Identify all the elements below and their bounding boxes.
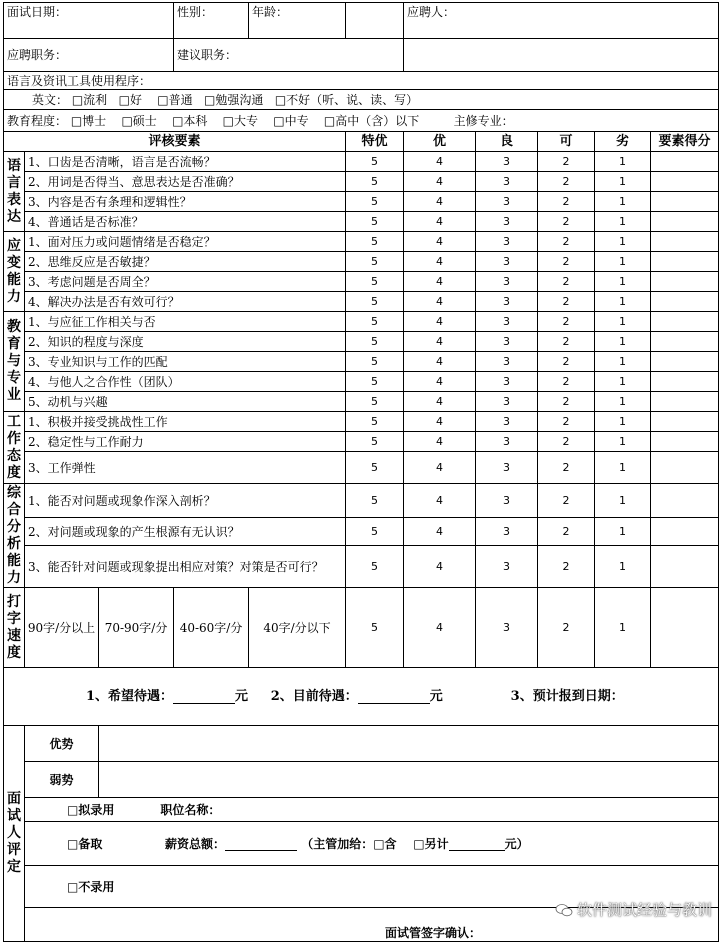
signature-label: 面试管签字确认： (385, 926, 482, 940)
score-3[interactable]: 3 (476, 232, 538, 252)
category-work-attitude: 工 作 态 度 (4, 412, 25, 484)
score-1[interactable]: 1 (595, 352, 651, 372)
score-4[interactable]: 4 (404, 484, 476, 518)
criterion-item: 3、工作弹性 (25, 452, 346, 484)
score-4[interactable]: 4 (404, 312, 476, 332)
score-1[interactable]: 1 (595, 432, 651, 452)
education-option-phd[interactable]: □博士 (70, 113, 107, 128)
score-2[interactable]: 2 (538, 588, 595, 668)
score-1[interactable]: 1 (595, 332, 651, 352)
score-1[interactable]: 1 (595, 392, 651, 412)
position-label: 应聘职务： (7, 48, 68, 62)
english-option-poor[interactable]: □不好（听、说、读、写） (274, 92, 419, 107)
score-5[interactable]: 5 (346, 518, 404, 546)
excellent-header: 优 (404, 132, 476, 152)
education-label: 教育程度： (7, 113, 68, 128)
criterion-item: 4、解决办法是否有效可行？ (25, 292, 346, 312)
score-5[interactable]: 5 (346, 212, 404, 232)
position-cell[interactable] (4, 39, 174, 72)
score-4[interactable]: 4 (404, 232, 476, 252)
score-5[interactable]: 5 (346, 232, 404, 252)
score-1[interactable]: 1 (595, 292, 651, 312)
score-5[interactable]: 5 (346, 412, 404, 432)
score-3[interactable]: 3 (476, 392, 538, 412)
score-5[interactable]: 5 (346, 332, 404, 352)
score-2[interactable]: 2 (538, 518, 595, 546)
hope-salary-unit: 元 (235, 688, 249, 704)
item-score-cell[interactable] (651, 332, 719, 352)
standby-row (25, 822, 719, 866)
score-5[interactable]: 5 (346, 292, 404, 312)
criterion-item: 1、能否对问题或现象作深入剖析？ (25, 484, 346, 518)
watermark-text: 软件测试经验与教训 (576, 901, 712, 919)
score-2[interactable]: 2 (538, 252, 595, 272)
item-score-cell[interactable] (651, 412, 719, 432)
criterion-item: 1、口齿是否清晰，语言是否流畅？ (25, 152, 346, 172)
salary-total-input[interactable] (225, 850, 297, 851)
score-3[interactable]: 3 (476, 212, 538, 232)
score-5[interactable]: 5 (346, 392, 404, 412)
score-4[interactable]: 4 (404, 588, 476, 668)
gender-cell[interactable] (174, 3, 249, 39)
score-4[interactable]: 4 (404, 432, 476, 452)
criterion-item: 4、与他人之合作性（团队） (25, 372, 346, 392)
criterion-item: 3、内容是否有条理和逻辑性？ (25, 192, 346, 212)
score-5[interactable]: 5 (346, 432, 404, 452)
score-4[interactable]: 4 (404, 518, 476, 546)
score-4[interactable]: 4 (404, 392, 476, 412)
score-1[interactable]: 1 (595, 588, 651, 668)
interview-date-cell[interactable] (4, 3, 174, 39)
score-1[interactable]: 1 (595, 546, 651, 588)
score-2[interactable]: 2 (538, 412, 595, 432)
score-1[interactable]: 1 (595, 172, 651, 192)
suggested-position-cell[interactable] (174, 39, 404, 72)
score-5[interactable]: 5 (346, 484, 404, 518)
score-4[interactable]: 4 (404, 352, 476, 372)
score-3[interactable]: 3 (476, 312, 538, 332)
score-3[interactable]: 3 (476, 412, 538, 432)
applicant-cell[interactable] (404, 3, 719, 39)
score-1[interactable]: 1 (595, 518, 651, 546)
criterion-item: 1、面对压力或问题情绪是否稳定？ (25, 232, 346, 252)
education-row (4, 110, 719, 132)
score-5[interactable]: 5 (346, 272, 404, 292)
score-5[interactable]: 5 (346, 172, 404, 192)
suggested-position-label: 建议职务： (177, 48, 238, 62)
score-header: 要素得分 (651, 132, 719, 152)
other-unit: 元） (504, 836, 529, 851)
english-label: 英文： (32, 92, 69, 107)
poor-header: 劣 (595, 132, 651, 152)
fair-header: 可 (538, 132, 595, 152)
item-score-cell[interactable] (651, 192, 719, 212)
excellent-plus-header: 特优 (346, 132, 404, 152)
item-score-cell[interactable] (651, 232, 719, 252)
score-1[interactable]: 1 (595, 452, 651, 484)
supervisor-bonus-included[interactable]: （主管加给：□含 (301, 836, 397, 851)
score-3[interactable]: 3 (476, 372, 538, 392)
score-1[interactable]: 1 (595, 192, 651, 212)
reject-checkbox[interactable]: □不录用 (67, 879, 115, 894)
item-score-cell[interactable] (651, 484, 719, 518)
current-salary-label: 2、目前待遇： (270, 688, 358, 704)
age-label: 年龄： (252, 5, 289, 19)
supervisor-bonus-other[interactable]: □另计 (413, 836, 449, 851)
score-4[interactable]: 4 (404, 172, 476, 192)
score-3[interactable]: 3 (476, 432, 538, 452)
score-2[interactable]: 2 (538, 546, 595, 588)
score-2[interactable]: 2 (538, 272, 595, 292)
score-5[interactable]: 5 (346, 546, 404, 588)
other-amount-input[interactable] (449, 850, 505, 851)
item-score-cell[interactable] (651, 152, 719, 172)
score-1[interactable]: 1 (595, 152, 651, 172)
typing-option-90-plus[interactable]: 90字/分以上 (25, 588, 99, 668)
english-option-normal[interactable]: □普通 (157, 92, 193, 107)
item-score-cell[interactable] (651, 212, 719, 232)
score-4[interactable]: 4 (404, 272, 476, 292)
item-score-cell[interactable] (651, 372, 719, 392)
watermark (555, 899, 712, 920)
score-2[interactable]: 2 (538, 392, 595, 412)
score-4[interactable]: 4 (404, 452, 476, 484)
english-option-barely[interactable]: □勉强沟通 (204, 92, 264, 107)
score-2[interactable]: 2 (538, 292, 595, 312)
category-analysis: 综 合 分 析 能 力 (4, 484, 25, 588)
item-score-cell[interactable] (651, 352, 719, 372)
strengths-label: 优势 (25, 726, 99, 762)
score-5[interactable]: 5 (346, 312, 404, 332)
item-score-cell[interactable] (651, 452, 719, 484)
salary-total-label: 薪资总额： (165, 836, 226, 851)
score-5[interactable]: 5 (346, 588, 404, 668)
score-2[interactable]: 2 (538, 172, 595, 192)
score-4[interactable]: 4 (404, 546, 476, 588)
score-3[interactable]: 3 (476, 332, 538, 352)
score-2[interactable]: 2 (538, 232, 595, 252)
education-option-secondary[interactable]: □中专 (273, 113, 309, 128)
hire-checkbox[interactable]: □拟录用 (67, 802, 115, 817)
criterion-item: 3、考虑问题是否周全？ (25, 272, 346, 292)
item-score-cell[interactable] (651, 392, 719, 412)
job-title-label: 职位名称： (160, 802, 221, 817)
criterion-item: 3、专业知识与工作的匹配 (25, 352, 346, 372)
criterion-item: 2、思维反应是否敏捷？ (25, 252, 346, 272)
score-5[interactable]: 5 (346, 452, 404, 484)
score-3[interactable]: 3 (476, 518, 538, 546)
score-5[interactable]: 5 (346, 192, 404, 212)
score-3[interactable]: 3 (476, 172, 538, 192)
criterion-item: 3、能否针对问题或现象提出相应对策？对策是否可行？ (25, 546, 346, 588)
score-1[interactable]: 1 (595, 484, 651, 518)
score-1[interactable]: 1 (595, 312, 651, 332)
score-4[interactable]: 4 (404, 152, 476, 172)
age-value-cell[interactable] (346, 3, 404, 39)
criterion-item: 5、动机与兴趣 (25, 392, 346, 412)
education-option-bachelor[interactable]: □本科 (172, 113, 208, 128)
current-salary-unit: 元 (429, 688, 443, 704)
category-adaptability: 应 变 能 力 (4, 232, 25, 312)
score-4[interactable]: 4 (404, 192, 476, 212)
hope-salary-label: 1、希望待遇： (86, 688, 174, 704)
score-5[interactable]: 5 (346, 252, 404, 272)
english-option-fluent[interactable]: □流利 (71, 92, 108, 107)
score-2[interactable]: 2 (538, 192, 595, 212)
criterion-item: 2、知识的程度与深度 (25, 332, 346, 352)
item-score-cell[interactable] (651, 172, 719, 192)
score-3[interactable]: 3 (476, 152, 538, 172)
score-2[interactable]: 2 (538, 432, 595, 452)
score-2[interactable]: 2 (538, 212, 595, 232)
education-option-master[interactable]: □硕士 (121, 113, 157, 128)
typing-option-40-60[interactable]: 40-60字/分 (174, 588, 249, 668)
english-option-good[interactable]: □好 (118, 92, 142, 107)
score-2[interactable]: 2 (538, 312, 595, 332)
category-typing-speed: 打 字 速 度 (4, 588, 25, 668)
suggested-position-value[interactable] (404, 39, 719, 72)
chat-bubble-icon (555, 903, 573, 917)
score-2[interactable]: 2 (538, 452, 595, 484)
form-table (3, 2, 719, 942)
score-3[interactable]: 3 (476, 192, 538, 212)
score-4[interactable]: 4 (404, 332, 476, 352)
typing-option-below-40[interactable]: 40字/分以下 (249, 588, 346, 668)
score-1[interactable]: 1 (595, 232, 651, 252)
age-cell[interactable] (249, 3, 346, 39)
score-4[interactable]: 4 (404, 212, 476, 232)
hope-salary-input[interactable] (173, 703, 235, 704)
score-5[interactable]: 5 (346, 352, 404, 372)
item-score-cell[interactable] (651, 546, 719, 588)
score-4[interactable]: 4 (404, 252, 476, 272)
english-row (4, 90, 719, 110)
score-1[interactable]: 1 (595, 212, 651, 232)
score-3[interactable]: 3 (476, 588, 538, 668)
criterion-item: 1、与应征工作相关与否 (25, 312, 346, 332)
score-1[interactable]: 1 (595, 272, 651, 292)
score-1[interactable]: 1 (595, 372, 651, 392)
score-5[interactable]: 5 (346, 372, 404, 392)
score-3[interactable]: 3 (476, 272, 538, 292)
language-tools-label: 语言及资讯工具使用程序： (7, 73, 152, 88)
score-2[interactable]: 2 (538, 152, 595, 172)
score-3[interactable]: 3 (476, 452, 538, 484)
weaknesses-label: 弱势 (25, 762, 99, 798)
score-3[interactable]: 3 (476, 484, 538, 518)
current-salary-input[interactable] (358, 703, 430, 704)
criterion-item: 2、稳定性与工作耐力 (25, 432, 346, 452)
report-date-label: 3、预计报到日期： (510, 688, 624, 704)
good-header: 良 (476, 132, 538, 152)
education-option-college[interactable]: □大专 (222, 113, 259, 128)
score-3[interactable]: 3 (476, 546, 538, 588)
score-2[interactable]: 2 (538, 352, 595, 372)
item-score-cell[interactable] (651, 518, 719, 546)
score-2[interactable]: 2 (538, 372, 595, 392)
weaknesses-input[interactable] (99, 762, 719, 798)
applicant-label: 应聘人： (407, 5, 456, 19)
score-4[interactable]: 4 (404, 292, 476, 312)
item-score-cell[interactable] (651, 312, 719, 332)
category-language-expression: 语 言 表 达 (4, 152, 25, 232)
education-option-highschool[interactable]: □高中（含）以下 (323, 113, 420, 128)
score-3[interactable]: 3 (476, 252, 538, 272)
item-score-cell[interactable] (651, 588, 719, 668)
score-3[interactable]: 3 (476, 292, 538, 312)
score-1[interactable]: 1 (595, 412, 651, 432)
strengths-input[interactable] (99, 726, 719, 762)
major-label: 主修专业： (453, 113, 514, 128)
language-tools-cell (4, 72, 719, 90)
criterion-item: 2、用词是否得当、意思表达是否准确？ (25, 172, 346, 192)
evaluation-label: 面 试 人 评 定 (4, 726, 25, 942)
interview-date-label: 面试日期： (7, 5, 68, 19)
hire-row (25, 798, 719, 822)
category-education-profession: 教 育 与 专 业 (4, 312, 25, 412)
item-score-cell[interactable] (651, 272, 719, 292)
expectations-row (4, 668, 719, 726)
score-2[interactable]: 2 (538, 332, 595, 352)
score-2[interactable]: 2 (538, 484, 595, 518)
item-score-cell[interactable] (651, 292, 719, 312)
gender-label: 性别： (177, 5, 214, 19)
criterion-item: 1、积极并接受挑战性工作 (25, 412, 346, 432)
typing-option-70-90[interactable]: 70-90字/分 (99, 588, 174, 668)
score-1[interactable]: 1 (595, 252, 651, 272)
score-4[interactable]: 4 (404, 412, 476, 432)
criteria-header: 评核要素 (4, 132, 346, 152)
score-3[interactable]: 3 (476, 352, 538, 372)
standby-checkbox[interactable]: □备取 (67, 836, 103, 851)
score-5[interactable]: 5 (346, 152, 404, 172)
criterion-item: 4、普通话是否标准？ (25, 212, 346, 232)
criterion-item: 2、对问题或现象的产生根源有无认识？ (25, 518, 346, 546)
item-score-cell[interactable] (651, 252, 719, 272)
score-4[interactable]: 4 (404, 372, 476, 392)
item-score-cell[interactable] (651, 432, 719, 452)
